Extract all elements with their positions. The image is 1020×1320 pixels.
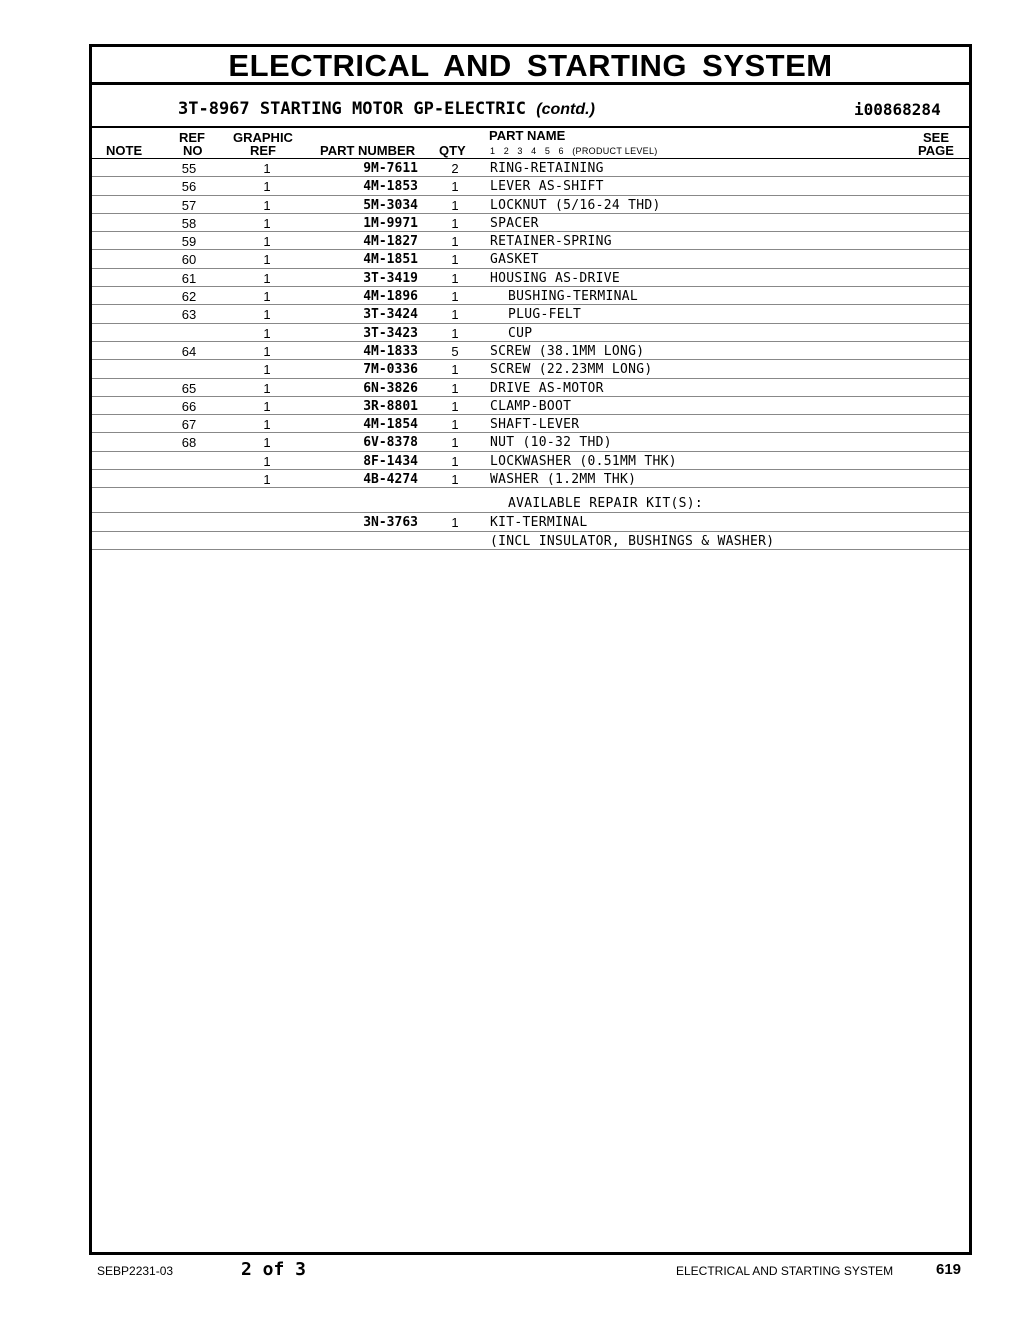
qty: 2 bbox=[451, 161, 459, 176]
part-number: 9M-7611 bbox=[363, 161, 418, 176]
graphic-ref: 1 bbox=[263, 252, 271, 268]
part-name: SCREW (22.23MM LONG) bbox=[490, 362, 653, 378]
graphic-ref: 1 bbox=[263, 472, 271, 488]
qty: 1 bbox=[451, 179, 459, 195]
group-part-number: 3T-8967 bbox=[178, 99, 250, 119]
qty: 1 bbox=[451, 325, 459, 341]
graphic-ref: 1 bbox=[263, 197, 271, 213]
ref-no: 66 bbox=[181, 398, 197, 414]
graphic-ref: 1 bbox=[263, 417, 271, 433]
graphic-ref: 1 bbox=[263, 270, 271, 286]
kit-note: (INCL INSULATOR, BUSHINGS & WASHER) bbox=[490, 533, 775, 549]
part-number: 6N-3826 bbox=[363, 380, 418, 396]
group-header bbox=[92, 85, 969, 128]
col-ref-top: REF bbox=[179, 130, 205, 145]
part-name: CLAMP-BOOT bbox=[490, 398, 572, 414]
table-row bbox=[92, 232, 969, 250]
part-number: 4M-1851 bbox=[363, 252, 418, 268]
part-number: 4M-1854 bbox=[363, 417, 418, 433]
kit-part-number: 3N-3763 bbox=[363, 515, 418, 531]
illustration-id: i00868284 bbox=[854, 100, 941, 119]
graphic-ref: 1 bbox=[263, 179, 271, 195]
qty: 1 bbox=[451, 289, 459, 305]
kit-qty: 1 bbox=[451, 515, 459, 531]
qty: 1 bbox=[451, 234, 459, 250]
qty: 1 bbox=[451, 270, 459, 286]
qty: 1 bbox=[451, 197, 459, 213]
part-number: 4M-1827 bbox=[363, 234, 418, 250]
part-name: LEVER AS-SHIFT bbox=[490, 179, 604, 195]
table-row bbox=[92, 287, 969, 305]
ref-no: 68 bbox=[181, 435, 197, 451]
part-number: 4M-1833 bbox=[363, 343, 418, 359]
qty: 1 bbox=[451, 435, 459, 451]
page-of: 2 of 3 bbox=[241, 1259, 307, 1280]
part-name: RING-RETAINING bbox=[490, 161, 604, 176]
part-number: 3T-3419 bbox=[363, 270, 418, 286]
qty: 1 bbox=[451, 472, 459, 488]
graphic-ref: 1 bbox=[263, 234, 271, 250]
part-name: SPACER bbox=[490, 215, 539, 231]
ref-no: 58 bbox=[181, 215, 197, 231]
page-frame bbox=[89, 44, 972, 1255]
ref-no: 55 bbox=[181, 161, 197, 176]
part-name: HOUSING AS-DRIVE bbox=[490, 270, 621, 286]
group-contd: (contd.) bbox=[536, 101, 595, 118]
part-number: 1M-9971 bbox=[363, 215, 418, 231]
part-number: 3R-8801 bbox=[363, 398, 418, 414]
col-product-levels: 1 2 3 4 5 6 (PRODUCT LEVEL) bbox=[490, 146, 658, 156]
part-number: 3T-3423 bbox=[363, 325, 418, 341]
graphic-ref: 1 bbox=[263, 343, 271, 359]
ref-no: 61 bbox=[181, 270, 197, 286]
table-row bbox=[92, 324, 969, 342]
graphic-ref: 1 bbox=[263, 380, 271, 396]
graphic-ref: 1 bbox=[263, 161, 271, 176]
graphic-ref: 1 bbox=[263, 289, 271, 305]
part-number: 3T-3424 bbox=[363, 307, 418, 323]
ref-no: 65 bbox=[181, 380, 197, 396]
ref-no: 59 bbox=[181, 234, 197, 250]
kit-name: KIT-TERMINAL bbox=[490, 515, 588, 531]
part-name: RETAINER-SPRING bbox=[490, 234, 612, 250]
page-title: ELECTRICAL AND STARTING SYSTEM bbox=[92, 47, 969, 85]
part-name: CUP bbox=[508, 325, 533, 341]
ref-no: 60 bbox=[181, 252, 197, 268]
qty: 1 bbox=[451, 453, 459, 469]
col-ref-bottom: NO bbox=[183, 143, 203, 158]
table-row bbox=[92, 342, 969, 360]
kit-row bbox=[92, 513, 969, 531]
col-see-bottom: PAGE bbox=[918, 143, 954, 158]
part-name: GASKET bbox=[490, 252, 539, 268]
part-number: 7M-0336 bbox=[363, 362, 418, 378]
graphic-ref: 1 bbox=[263, 362, 271, 378]
kit-heading-row bbox=[92, 488, 969, 513]
part-name: PLUG-FELT bbox=[508, 307, 582, 323]
doc-id: SEBP2231-03 bbox=[97, 1264, 174, 1278]
ref-no: 63 bbox=[181, 307, 197, 323]
table-row bbox=[92, 159, 969, 177]
qty: 1 bbox=[451, 252, 459, 268]
col-note: NOTE bbox=[106, 143, 143, 158]
graphic-ref: 1 bbox=[263, 453, 271, 469]
part-name: LOCKNUT (5/16-24 THD) bbox=[490, 197, 661, 213]
qty: 1 bbox=[451, 417, 459, 433]
qty: 5 bbox=[451, 343, 459, 359]
col-qty: QTY bbox=[439, 143, 466, 158]
part-number: 4M-1853 bbox=[363, 179, 418, 195]
part-number: 8F-1434 bbox=[363, 453, 418, 469]
kit-note-row bbox=[92, 532, 969, 550]
part-number: 5M-3034 bbox=[363, 197, 418, 213]
kit-heading: AVAILABLE REPAIR KIT(S): bbox=[508, 496, 704, 512]
table-row bbox=[92, 433, 969, 451]
parts-table bbox=[92, 159, 969, 550]
table-row bbox=[92, 305, 969, 323]
table-row bbox=[92, 177, 969, 195]
table-row bbox=[92, 470, 969, 488]
table-row bbox=[92, 415, 969, 433]
col-graphic-bottom: REF bbox=[250, 143, 276, 158]
table-row bbox=[92, 250, 969, 268]
ref-no: 64 bbox=[181, 343, 197, 359]
col-part-name: PART NAME bbox=[489, 128, 566, 143]
ref-no: 62 bbox=[181, 289, 197, 305]
qty: 1 bbox=[451, 215, 459, 231]
page-number: 619 bbox=[936, 1261, 962, 1278]
ref-no: 67 bbox=[181, 417, 197, 433]
part-number: 6V-8378 bbox=[363, 435, 418, 451]
graphic-ref: 1 bbox=[263, 435, 271, 451]
part-number: 4B-4274 bbox=[363, 472, 418, 488]
part-name: DRIVE AS-MOTOR bbox=[490, 380, 604, 396]
qty: 1 bbox=[451, 398, 459, 414]
col-graphic-top: GRAPHIC bbox=[233, 130, 293, 145]
group-name: STARTING MOTOR GP-ELECTRIC bbox=[259, 99, 527, 119]
ref-no: 57 bbox=[181, 197, 197, 213]
part-name: BUSHING-TERMINAL bbox=[508, 289, 639, 305]
ref-no: 56 bbox=[181, 179, 197, 195]
graphic-ref: 1 bbox=[263, 307, 271, 323]
part-name: SHAFT-LEVER bbox=[490, 417, 580, 433]
part-name: SCREW (38.1MM LONG) bbox=[490, 343, 645, 359]
graphic-ref: 1 bbox=[263, 215, 271, 231]
col-part-number: PART NUMBER bbox=[320, 143, 416, 158]
graphic-ref: 1 bbox=[263, 398, 271, 414]
table-row bbox=[92, 379, 969, 397]
table-row bbox=[92, 397, 969, 415]
table-row bbox=[92, 269, 969, 287]
footer-section: ELECTRICAL AND STARTING SYSTEM bbox=[676, 1264, 894, 1278]
table-row bbox=[92, 214, 969, 232]
graphic-ref: 1 bbox=[263, 325, 271, 341]
column-headers bbox=[92, 128, 969, 159]
table-row bbox=[92, 452, 969, 470]
table-row bbox=[92, 360, 969, 378]
group-title bbox=[178, 99, 595, 119]
qty: 1 bbox=[451, 380, 459, 396]
part-name: WASHER (1.2MM THK) bbox=[490, 472, 637, 488]
part-number: 4M-1896 bbox=[363, 289, 418, 305]
qty: 1 bbox=[451, 362, 459, 378]
part-name: LOCKWASHER (0.51MM THK) bbox=[490, 453, 677, 469]
col-see-top: SEE bbox=[923, 130, 950, 145]
qty: 1 bbox=[451, 307, 459, 323]
part-name: NUT (10-32 THD) bbox=[490, 435, 612, 451]
table-row bbox=[92, 196, 969, 214]
